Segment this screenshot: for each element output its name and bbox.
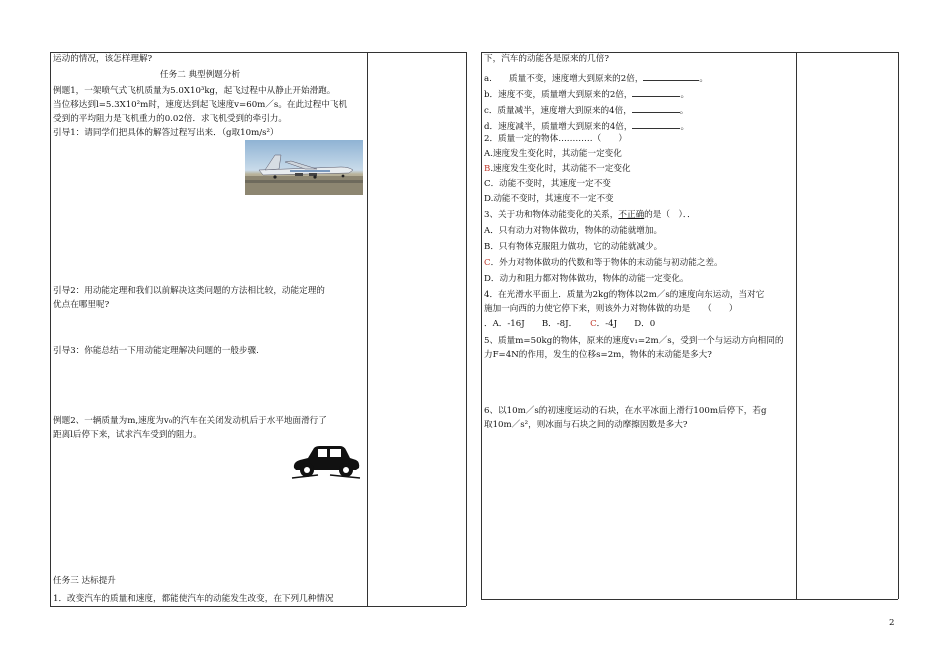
question3-option-c	[484, 258, 723, 269]
question4-options-ab: ．A．-16J B．-8J．	[484, 319, 591, 329]
option-a-text: a. 质量不变，速度增大到原来的2倍，	[484, 74, 644, 84]
question2-option-d: D.动能不变时，其速度不一定不变	[484, 194, 614, 204]
question2-option-a: A.速度发生变化时，其动能一定变化	[484, 149, 622, 159]
guide3-text: 引导3：你能总结一下用动能定理解决问题的一般步骤.	[53, 346, 259, 356]
question4-options-cd: ．-4J D．0	[596, 319, 656, 329]
question6-line-1: 6、以10m／s的初速度运动的石块，在水平冰面上滑行100m后停下，若g	[484, 406, 767, 416]
right-right-border	[898, 52, 899, 599]
option-c-text: c．质量减半，速度增大到原来的4倍，	[484, 106, 632, 116]
guide2-line-2: 优点在哪里呢?	[53, 300, 110, 310]
right-outer-border	[481, 52, 482, 599]
question2-option-b-text: .速度发生变化时，其动能不一定变化	[490, 164, 631, 174]
car-clipart	[290, 442, 362, 480]
example1-line-2: 当位移达到l=5.3X10²m时，速度达到起飞速度v=60m／s。在此过程中飞机	[53, 100, 348, 110]
question4-line-2: 施加一向西的力使它停下来，则该外力对物体做的功是 （ ）	[484, 304, 738, 314]
option-c: c．质量减半，速度增大到原来的4倍， 。	[484, 103, 688, 117]
question3-option-d: D．动力和阻力都对物体做功，物体的动能一定变化。	[484, 274, 689, 284]
right-line-0: 下，汽车的动能各是原来的几倍?	[484, 54, 609, 64]
guide2-line-1: 引导2：用动能定理和我们以前解决这类问题的方法相比较，动能定理的	[53, 286, 325, 296]
question4-options	[484, 319, 655, 330]
example2-line-1: 例题2、一辆质量为m,速度为v₀的汽车在关闭发动机后于水平地面滑行了	[53, 416, 327, 426]
question3-option-c-text: ．外力对物体做功的代数和等于物体的末动能与初动能之差。	[490, 258, 723, 268]
option-a: a. 质量不变，速度增大到原来的2倍， 。	[484, 71, 708, 85]
question2-option-b	[484, 164, 631, 175]
left-right-border	[466, 52, 467, 606]
right-inner-divider	[796, 52, 797, 599]
left-inner-divider	[367, 52, 368, 606]
question5-line-1: 5、质量m=50kg的物体，原来的速度v₁=2m／s，受到一个与运动方向相同的	[484, 336, 784, 346]
option-b-text: b．速度不变，质量增大到原来的2倍，	[484, 90, 633, 100]
left-table-top	[50, 52, 466, 53]
task2-heading: 任务二 典型例题分析	[160, 70, 241, 80]
question3-stem	[484, 210, 696, 221]
option-b: b．速度不变，质量增大到原来的2倍， 。	[484, 87, 689, 101]
question3-option-b: B．只有物体克服阻力做功，它的动能就减少。	[484, 242, 663, 252]
question6-line-2: 取10m／s²，则冰面与石块之间的动摩擦因数是多大?	[484, 420, 688, 430]
question4-option-c-letter: C	[590, 319, 597, 329]
guide1-text: 引导1：请同学们把具体的解答过程写出来．（g取10m/s²）	[53, 128, 279, 138]
right-table-bottom	[481, 599, 898, 600]
example1-line-3: 受到的平均阻力是飞机重力的0.02倍．求飞机受到的牵引力。	[53, 114, 287, 124]
question3-post: 的是（ ）．．	[644, 210, 696, 220]
left-line-1: 运动的情况，该怎样理解?	[53, 54, 153, 64]
question2-option-b-letter: B	[484, 164, 491, 174]
question3-pre: 3、关于功和物体动能变化的关系，	[484, 210, 619, 220]
question2-option-c: C．动能不变时，其速度一定不变	[484, 179, 611, 189]
question4-line-1: 4．在光滑水平面上．质量为2kg的物体以2m／s的速度向东运动，当对它	[484, 290, 765, 300]
airplane-icon	[245, 140, 363, 195]
question3-underlined: 不正确	[618, 210, 645, 220]
question2-stem: 2．质量一定的物体…………（ ）	[484, 134, 627, 144]
example1-line-1: 例题1，一架喷气式飞机质量为5.0X10³kg，起飞过程中从静止开始滑跑。	[53, 86, 336, 96]
option-d: d．速度减半，质量增大到原来的4倍， 。	[484, 119, 689, 133]
question5-line-2: 力F=4N的作用，发生的位移s=2m，物体的末动能是多大?	[484, 350, 712, 360]
page-number: 2	[889, 618, 895, 628]
example2-line-2: 距离l后停下来，试求汽车受到的阻力。	[53, 430, 202, 440]
option-d-text: d．速度减半，质量增大到原来的4倍，	[484, 122, 633, 132]
right-table-top	[481, 52, 898, 53]
question3-option-c-letter: C	[484, 258, 491, 268]
car-icon	[290, 442, 362, 480]
question3-option-a: A．只有动力对物体做功，物体的动能就增加。	[484, 226, 663, 236]
left-table-bottom	[50, 606, 466, 607]
task3-heading: 任务三 达标提升	[53, 576, 116, 586]
left-outer-border	[50, 52, 51, 606]
question1-text: 1．改变汽车的质量和速度，都能使汽车的动能发生改变，在下列几种情况	[53, 594, 334, 604]
airplane-photo	[245, 140, 363, 195]
